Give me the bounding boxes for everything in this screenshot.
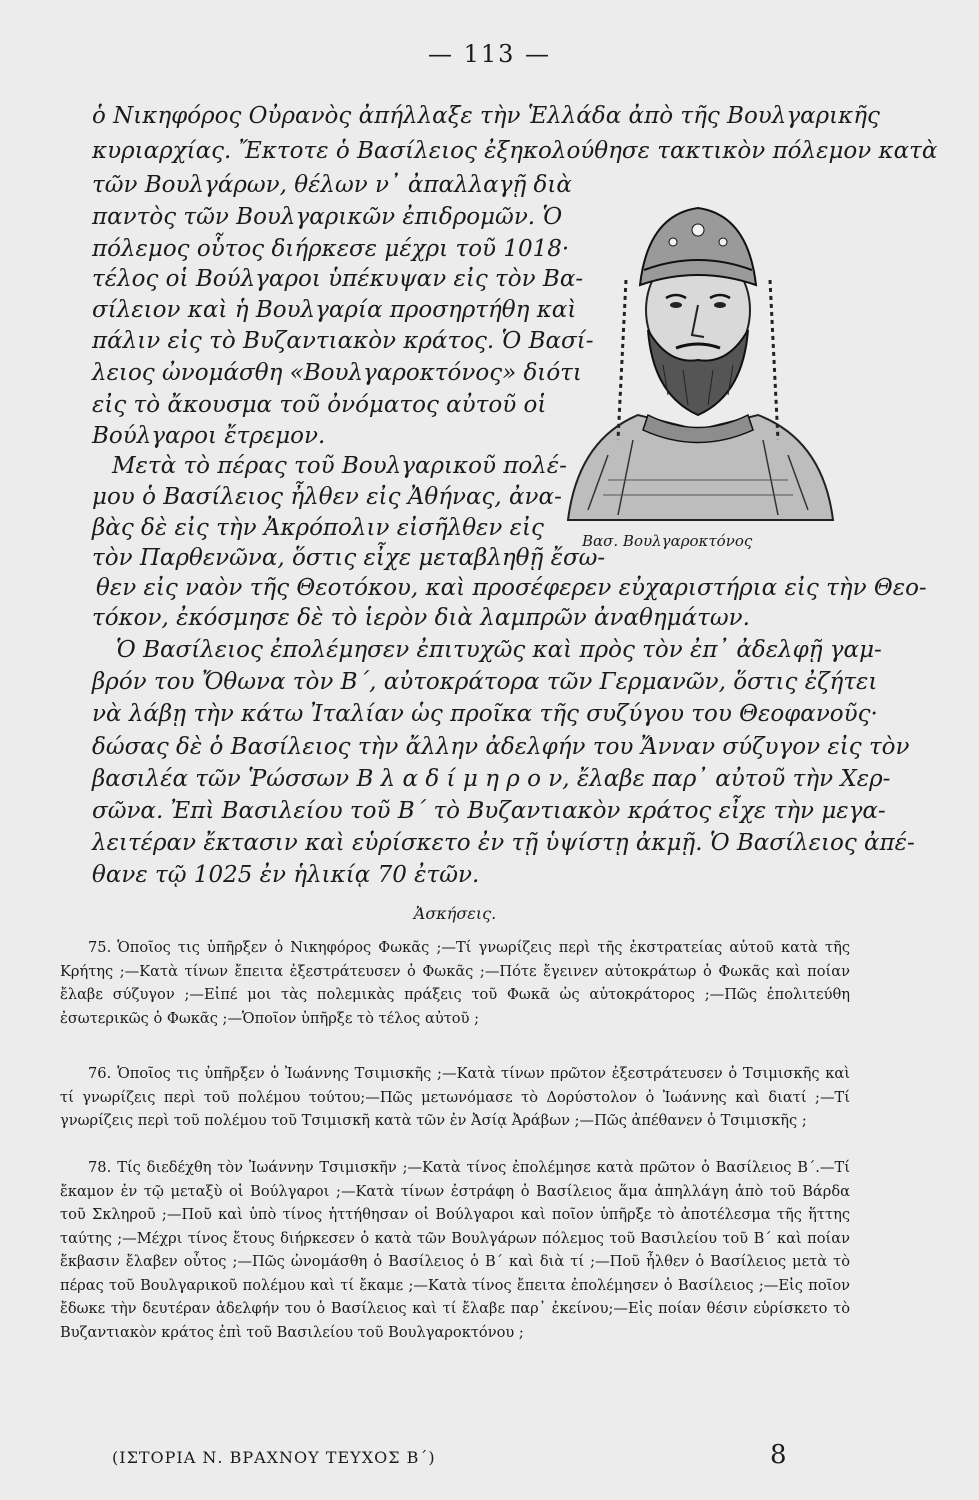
exercise-item — [60, 1062, 850, 1133]
text-line: σίλειον καὶ ἡ Βουλγαρία προσηρτήθη καὶ — [92, 297, 577, 323]
text-line: παντὸς τῶν Βουλγαρικῶν ἐπιδρομῶν. Ὁ — [92, 204, 563, 230]
page-number: — 113 — — [427, 40, 552, 68]
exercise-number: 76. — [88, 1065, 112, 1082]
signature-mark: 8 — [770, 1440, 787, 1470]
text-line: σῶνα. Ἐπὶ Βασιλείου τοῦ Β΄ τὸ Βυζαντιακὸν κράτος εἶχε τὴν μεγα- — [92, 798, 886, 824]
text-line: ὁ Νικηφόρος Οὐρανὸς ἀπήλλαξε τὴν Ἑλλάδα ἀπὸ τῆς Βουλγαρικῆς — [92, 103, 880, 129]
exercise-number: 78. — [88, 1159, 112, 1176]
exercises-title: Ἀσκήσεις. — [413, 904, 497, 923]
text-line: βασιλέα τῶν Ῥώσσων Β λ α δ ί μ η ρ ο ν, ἔλαβε παρ᾽ αὐτοῦ τὴν Χερ- — [92, 766, 891, 792]
portrait-caption: Βασ. Βουλγαροκτόνος — [582, 532, 753, 550]
text-line: τέλος οἱ Βούλγαροι ὑπέκυψαν εἰς τὸν Βα- — [92, 266, 584, 292]
text-line: θεν εἰς ναὸν τῆς Θεοτόκου, καὶ προσέφερεν εὐχαριστήρια εἰς τὴν Θεο- — [96, 575, 927, 601]
book-footer: (ΙΣΤΟΡΙΑ Ν. ΒΡΑΧΝΟΥ ΤΕΥΧΟΣ Β΄) — [112, 1448, 436, 1467]
text-line: δώσας δὲ ὁ Βασίλειος τὴν ἄλλην ἀδελφήν του Ἄνναν σύζυγον εἰς τὸν — [92, 734, 910, 760]
exercise-number: 75. — [88, 939, 112, 956]
text-line: τῶν Βουλγάρων, θέλων ν᾽ ἀπαλλαγῇ διὰ — [92, 172, 572, 198]
text-line: Βούλγαροι ἔτρεμον. — [92, 423, 326, 449]
text-line: πόλεμος οὗτος διήρκεσε μέχρι τοῦ 1018· — [92, 236, 570, 262]
text-line: πάλιν εἰς τὸ Βυζαντιακὸν κράτος. Ὁ Βασί- — [92, 328, 594, 354]
text-line: νὰ λάβῃ τὴν κάτω Ἰταλίαν ὡς προῖκα τῆς συζύγου του Θεοφανοῦς· — [92, 701, 878, 727]
text-line: θανε τῷ 1025 ἐν ἡλικίᾳ 70 ἐτῶν. — [92, 862, 480, 888]
exercise-text: Τίς διεδέχθη τὸν Ἰωάννην Τσιμισκῆν ;—Κατὰ τίνος ἐπολέμησε κατὰ πρῶτον ὁ Βασίλειος Β΄.—Τί ἔκαμον ἐν τῷ μεταξὺ οἱ Βούλγαροι ;—Κατὰ τίνων ἐστράφη ὁ Βασίλειος ἅμα ἀπηλλάγη ἀπὸ τοῦ Βάρδα τοῦ Σκληροῦ ;—Ποῦ καὶ ὑπὸ τίνος ἡττήθησαν οἱ Βούλγαροι καὶ ποῖον ὑπῆρξε τὸ ἀποτέλεσμα τῆς ἥττης ταύτης ;—Μέχρι τίνος ἔτους διήρκεσεν ὁ κατὰ τῶν Βουλγάρων πόλεμος τοῦ Βασιλείου τοῦ Β΄ καὶ ποίαν ἔκβασιν ἔλαβεν οὗτος ;—Πῶς ὠνομάσθη ὁ Βασίλειος ὁ Β΄ καὶ διὰ τί ;—Ποῦ ἦλθεν ὁ Βασίλειος μετὰ τὸ πέρας τοῦ Βουλγαρικοῦ πολέμου καὶ τί ἔκαμε ;—Κατὰ τίνος ἔπειτα ἐπολέμησεν ὁ Βασίλειος ;—Εἰς ποῖον ἔδωκε τὴν δευτέραν ἀδελφήν του ὁ Βασίλειος καὶ τί ἔλαβε παρ᾽ ἐκείνου;—Εἰς ποίαν θέσιν εὑρίσκετο τὸ Βυζαντιακὸν κράτος ἐπὶ τοῦ Βασιλείου τοῦ Βουλγαροκτόνου ; — [60, 1159, 850, 1341]
text-line: βρόν του Ὄθωνα τὸν Β΄, αὐτοκράτορα τῶν Γερμανῶν, ὅστις ἐζήτει — [92, 669, 878, 695]
text-line: εἰς τὸ ἄκουσμα τοῦ ὀνόματος αὐτοῦ οἱ — [92, 392, 547, 418]
portrait-illustration — [548, 190, 848, 530]
exercise-item — [60, 1156, 850, 1344]
text-line: μου ὁ Βασίλειος ἦλθεν εἰς Ἀθήνας, ἀνα- — [92, 484, 562, 510]
text-line: τόκον, ἐκόσμησε δὲ τὸ ἱερὸν διὰ λαμπρῶν ἀναθημάτων. — [92, 605, 750, 631]
text-line: τὸν Παρθενῶνα, ὅστις εἶχε μεταβληθῇ ἔσω- — [92, 545, 606, 571]
exercise-text: Ὁποῖος τις ὑπῆρξεν ὁ Ἰωάννης Τσιμισκῆς ;—Κατὰ τίνων πρῶτον ἐξεστράτευσεν ὁ Τσιμισκῆς καὶ τί γνωρίζεις περὶ τοῦ πολέμου τούτου;—Πῶς μετωνόμασε τὸ Δορύστολον ὁ Ἰωάννης καὶ διατί ;—Τί γνωρίζεις περὶ τοῦ πολέμου τοῦ Τσιμισκῆ κατὰ τῶν ἐν Ἀσίᾳ Ἀράβων ;—Πῶς ἀπέθανεν ὁ Τσιμισκῆς ; — [60, 1065, 850, 1129]
text-line: λειτέραν ἔκτασιν καὶ εὑρίσκετο ἐν τῇ ὑψίστῃ ἀκμῇ. Ὁ Βασίλειος ἀπέ- — [92, 830, 915, 856]
text-line: Ὁ Βασίλειος ἐπολέμησεν ἐπιτυχῶς καὶ πρὸς τὸν ἐπ᾽ ἀδελφῇ γαμ- — [116, 637, 882, 663]
text-line: Μετὰ τὸ πέρας τοῦ Βουλγαρικοῦ πολέ- — [112, 453, 567, 479]
text-line: κυριαρχίας. Ἔκτοτε ὁ Βασίλειος ἐξηκολούθησε τακτικὸν πόλεμον κατὰ — [92, 138, 938, 164]
text-line: βὰς δὲ εἰς τὴν Ἀκρόπολιν εἰσῆλθεν εἰς — [92, 515, 544, 541]
text-line: λειος ὠνομάσθη «Βουλγαροκτόνος» διότι — [92, 360, 582, 386]
exercise-item — [60, 936, 850, 1030]
exercise-text: Ὁποῖος τις ὑπῆρξεν ὁ Νικηφόρος Φωκᾶς ;—Τί γνωρίζεις περὶ τῆς ἐκστρατείας αὐτοῦ κατὰ τῆς Κρήτης ;—Κατὰ τίνων ἔπειτα ἐξεστράτευσεν ὁ Φωκᾶς ;—Πότε ἔγεινεν αὐτοκράτωρ ὁ Φωκᾶς καὶ ποίαν ἔλαβε σύζυγον ;—Εἰπέ μοι τὰς πολεμικὰς πράξεις τοῦ Φωκᾶ ὡς αὐτοκράτορος ;—Πῶς ἐπολιτεύθη ἐσωτερικῶς ὁ Φωκᾶς ;—Ὁποῖον ὑπῆρξε τὸ τέλος αὐτοῦ ; — [60, 939, 850, 1027]
